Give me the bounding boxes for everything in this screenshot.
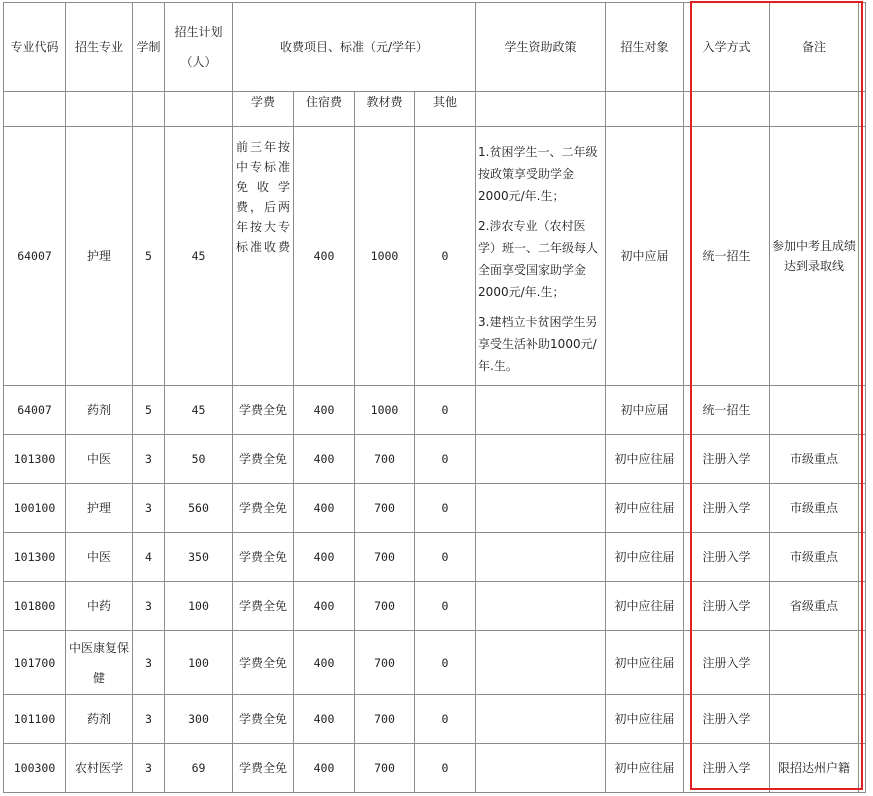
sub-empty <box>606 92 684 127</box>
cell-lodging: 400 <box>294 386 355 435</box>
cell-tuition: 学费全免 <box>233 582 294 631</box>
cell-other: 0 <box>415 127 476 386</box>
cell-plan: 560 <box>165 484 233 533</box>
table-row <box>4 435 866 484</box>
header-code: 专业代码 <box>4 3 66 92</box>
cell-major: 中药 <box>66 582 133 631</box>
header-duration: 学制 <box>133 3 165 92</box>
cell-plan: 100 <box>165 582 233 631</box>
cell-textbook: 1000 <box>355 386 415 435</box>
cell-duration: 4 <box>133 533 165 582</box>
table-row <box>4 744 866 793</box>
sub-empty <box>133 92 165 127</box>
subheader-row <box>4 92 866 127</box>
enrollment-table <box>3 2 866 793</box>
cell-method: 注册入学 <box>684 631 770 695</box>
cell-remark <box>770 386 859 435</box>
cell-major: 护理 <box>66 484 133 533</box>
table-row <box>4 533 866 582</box>
header-fees: 收费项目、标准（元/学年） <box>233 3 476 92</box>
cell-plan: 300 <box>165 695 233 744</box>
cell-other: 0 <box>415 435 476 484</box>
cell-tuition: 学费全免 <box>233 435 294 484</box>
aid-item: 3.建档立卡贫困学生另享受生活补助1000元/年.生。 <box>478 315 598 373</box>
cell-major: 农村医学 <box>66 744 133 793</box>
table-row <box>4 631 866 695</box>
cell-plan: 350 <box>165 533 233 582</box>
cell-plan: 100 <box>165 631 233 695</box>
cell-plan: 45 <box>165 386 233 435</box>
cell-target: 初中应往届 <box>606 484 684 533</box>
cell-major: 中医 <box>66 533 133 582</box>
header-method: 入学方式 <box>684 3 770 92</box>
cell-method: 注册入学 <box>684 744 770 793</box>
cell-remark: 市级重点 <box>770 533 859 582</box>
cell-target: 初中应届 <box>606 386 684 435</box>
cell-remark: 参加中考且成绩达到录取线 <box>770 127 859 386</box>
cell-plan: 50 <box>165 435 233 484</box>
table-row <box>4 695 866 744</box>
cell-tuition: 学费全免 <box>233 695 294 744</box>
cell-target: 初中应往届 <box>606 631 684 695</box>
cell-duration: 5 <box>133 127 165 386</box>
cell-lodging: 400 <box>294 744 355 793</box>
cell-target: 初中应届 <box>606 127 684 386</box>
sub-empty <box>4 92 66 127</box>
cell-tuition: 学费全免 <box>233 744 294 793</box>
cell-method: 注册入学 <box>684 695 770 744</box>
table-row <box>4 582 866 631</box>
cell-other: 0 <box>415 484 476 533</box>
sub-empty <box>165 92 233 127</box>
sub-empty <box>684 92 770 127</box>
cell-aid-policy <box>476 386 606 435</box>
cell-remark <box>770 695 859 744</box>
cell-duration: 3 <box>133 582 165 631</box>
aid-item: 2.涉农专业（农村医学）班一、二年级每人全面享受国家助学金2000元/年.生； <box>478 219 599 299</box>
cell-code: 101300 <box>4 435 66 484</box>
sub-textbook: 教材费 <box>355 92 415 127</box>
header-target: 招生对象 <box>606 3 684 92</box>
cell-method: 统一招生 <box>684 127 770 386</box>
cell-textbook: 700 <box>355 695 415 744</box>
cell-other: 0 <box>415 533 476 582</box>
cell-major: 药剂 <box>66 386 133 435</box>
cell-method: 注册入学 <box>684 582 770 631</box>
cell-code: 64007 <box>4 386 66 435</box>
cell-code: 64007 <box>4 127 66 386</box>
cell-lodging: 400 <box>294 631 355 695</box>
cell-lodging: 400 <box>294 533 355 582</box>
header-remark: 备注 <box>770 3 859 92</box>
cell-other: 0 <box>415 582 476 631</box>
cell-textbook: 1000 <box>355 127 415 386</box>
cell-remark: 限招达州户籍 <box>770 744 859 793</box>
header-edge <box>859 3 866 92</box>
cell-edge <box>859 435 866 484</box>
cell-aid-policy <box>476 695 606 744</box>
cell-code: 101800 <box>4 582 66 631</box>
cell-duration: 3 <box>133 631 165 695</box>
cell-duration: 3 <box>133 695 165 744</box>
cell-edge <box>859 582 866 631</box>
sub-lodging: 住宿费 <box>294 92 355 127</box>
cell-textbook: 700 <box>355 744 415 793</box>
cell-edge <box>859 631 866 695</box>
cell-aid-policy <box>476 484 606 533</box>
cell-aid-policy <box>476 435 606 484</box>
table-row <box>4 386 866 435</box>
cell-code: 100300 <box>4 744 66 793</box>
sub-empty <box>770 92 859 127</box>
cell-textbook: 700 <box>355 631 415 695</box>
cell-lodging: 400 <box>294 127 355 386</box>
cell-duration: 3 <box>133 484 165 533</box>
cell-major: 药剂 <box>66 695 133 744</box>
cell-textbook: 700 <box>355 435 415 484</box>
cell-edge <box>859 744 866 793</box>
cell-tuition: 前三年按中专标准免收学费，后两年按大专标准收费 <box>233 127 294 386</box>
header-aid: 学生资助政策 <box>476 3 606 92</box>
cell-duration: 3 <box>133 435 165 484</box>
table-row <box>4 127 866 386</box>
cell-code: 101100 <box>4 695 66 744</box>
sub-tuition: 学费 <box>233 92 294 127</box>
cell-tuition: 学费全免 <box>233 386 294 435</box>
cell-remark: 市级重点 <box>770 484 859 533</box>
cell-edge <box>859 127 866 386</box>
cell-other: 0 <box>415 386 476 435</box>
cell-plan: 69 <box>165 744 233 793</box>
sub-other: 其他 <box>415 92 476 127</box>
cell-duration: 3 <box>133 744 165 793</box>
cell-remark: 省级重点 <box>770 582 859 631</box>
cell-method: 注册入学 <box>684 435 770 484</box>
cell-method: 注册入学 <box>684 484 770 533</box>
header-major: 招生专业 <box>66 3 133 92</box>
cell-code: 101300 <box>4 533 66 582</box>
aid-item: 1.贫困学生一、二年级按政策享受助学金2000元/年.生； <box>478 145 598 203</box>
cell-textbook: 700 <box>355 582 415 631</box>
sub-empty <box>66 92 133 127</box>
cell-major: 中医康复保健 <box>66 631 133 695</box>
cell-target: 初中应往届 <box>606 533 684 582</box>
sub-empty <box>476 92 606 127</box>
cell-aid-policy <box>476 582 606 631</box>
cell-edge <box>859 386 866 435</box>
cell-duration: 5 <box>133 386 165 435</box>
cell-lodging: 400 <box>294 484 355 533</box>
header-row <box>4 3 866 92</box>
cell-tuition: 学费全免 <box>233 484 294 533</box>
cell-method: 注册入学 <box>684 533 770 582</box>
cell-aid-policy <box>476 631 606 695</box>
cell-other: 0 <box>415 631 476 695</box>
cell-code: 101700 <box>4 631 66 695</box>
cell-aid-policy <box>476 744 606 793</box>
cell-tuition: 学费全免 <box>233 533 294 582</box>
cell-target: 初中应往届 <box>606 582 684 631</box>
cell-lodging: 400 <box>294 695 355 744</box>
header-plan: 招生计划（人） <box>165 3 233 92</box>
cell-edge <box>859 695 866 744</box>
cell-lodging: 400 <box>294 582 355 631</box>
cell-edge <box>859 484 866 533</box>
table-row <box>4 484 866 533</box>
cell-textbook: 700 <box>355 484 415 533</box>
cell-tuition: 学费全免 <box>233 631 294 695</box>
cell-target: 初中应往届 <box>606 435 684 484</box>
cell-other: 0 <box>415 744 476 793</box>
cell-other: 0 <box>415 695 476 744</box>
cell-edge <box>859 533 866 582</box>
cell-method: 统一招生 <box>684 386 770 435</box>
cell-major: 护理 <box>66 127 133 386</box>
cell-target: 初中应往届 <box>606 744 684 793</box>
cell-target: 初中应往届 <box>606 695 684 744</box>
cell-textbook: 700 <box>355 533 415 582</box>
cell-lodging: 400 <box>294 435 355 484</box>
cell-aid-policy <box>476 127 606 386</box>
cell-code: 100100 <box>4 484 66 533</box>
cell-plan: 45 <box>165 127 233 386</box>
cell-aid-policy <box>476 533 606 582</box>
sub-edge <box>859 92 866 127</box>
cell-remark: 市级重点 <box>770 435 859 484</box>
cell-remark <box>770 631 859 695</box>
cell-major: 中医 <box>66 435 133 484</box>
